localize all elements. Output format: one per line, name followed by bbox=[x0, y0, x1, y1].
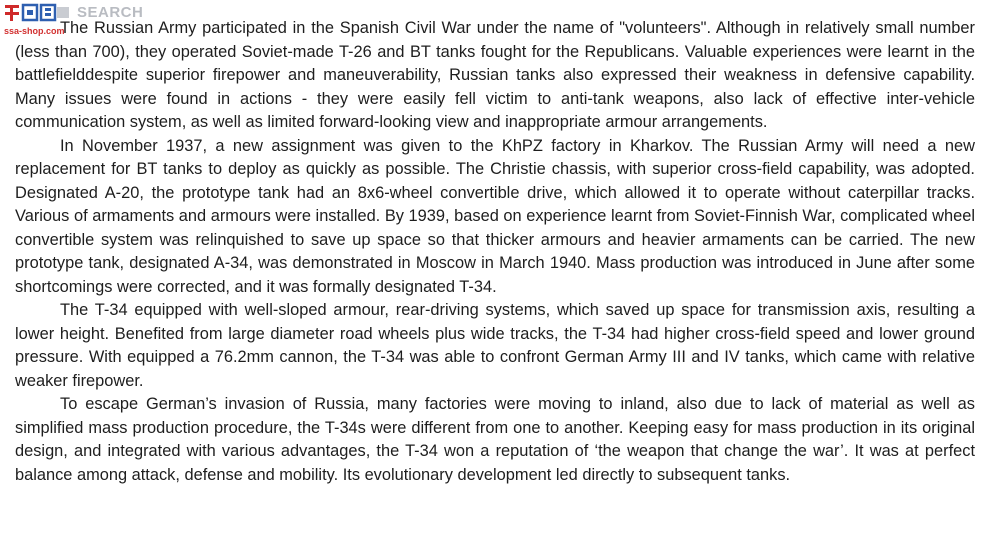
article-body bbox=[15, 17, 975, 487]
watermark-search-text: SEARCH bbox=[77, 4, 144, 21]
paragraph-mass-production: To escape German’s invasion of Russia, many factories were moving to inland, also due to lack of material as well as simplified mass production procedure, the T-34s were different from one to another. Keeping easy for mass production in its original design, and integrated with various advantages, the T-34 won a reputation of ‘the weapon that change the war’. It was at perfect balance among attack, defense and mobility. Its evolutionary development led directly to subsequent tanks. bbox=[15, 395, 975, 484]
watermark-url: ssa-shop.com bbox=[4, 26, 65, 36]
paragraph-spanish-civil-war: The Russian Army participated in the Spanish Civil War under the name of "volunteers". Although in relatively small number (less than 700), they operated Soviet-made T-26 and BT tanks fought for the Republicans. Valuable experiences were learnt in the battlefielddespite superior firepower and maneuverability, Russian tanks also expressed their weakness in defensive capability. Many issues were found in actions - they were easily fell victim to anti-tank weapons, also lack of effective inter-vehicle communication system, as well as limited forward-looking view and inappropriate armour arrangements. bbox=[15, 19, 975, 131]
paragraph-t34-design: The T-34 equipped with well-sloped armour, rear-driving systems, which saved up space for transmission axis, resulting a lower height. Benefited from large diameter road wheels plus wide tracks, the T-34 had higher cross-field speed and lower ground pressure. With equipped a 76.2mm cannon, the T-34 was able to confront German Army III and IV tanks, which came with relative weaker firepower. bbox=[15, 301, 975, 390]
paragraph-kharkov-development: In November 1937, a new assignment was given to the KhPZ factory in Kharkov. The Russian Army will need a new replacement for BT tanks to deploy as quickly as possible. The Christie chassis, with superior cross-field capability, was adopted. Designated A-20, the prototype tank had an 8x6-wheel convertible drive, which allowed it to operate without caterpillar tracks. Various of armaments and armours were installed. By 1939, based on experience learnt from Soviet-Finnish War, complicated wheel convertible system was relinquished to save up space so that thicker armours and heavier armaments can be carried. The new prototype tank, designated A-34, was demonstrated in Moscow in March 1940. Mass production was introduced in June after some shortcomings were corrected, and it was formally designated T-34. bbox=[15, 136, 975, 296]
